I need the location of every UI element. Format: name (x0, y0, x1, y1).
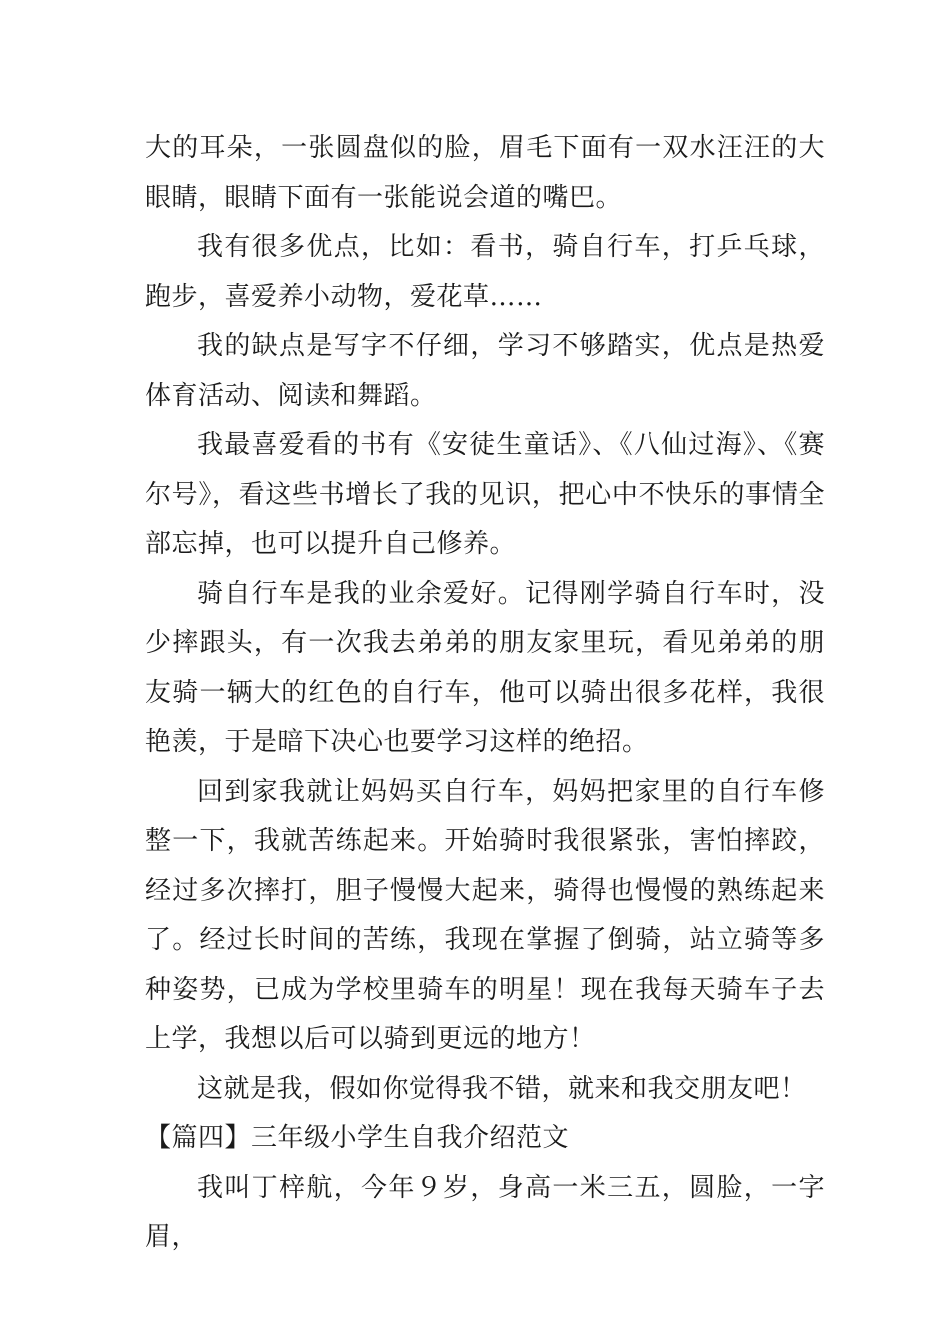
paragraph: 回到家我就让妈妈买自行车，妈妈把家里的自行车修整一下，我就苦练起来。开始骑时我很紧张，害怕摔跤，经过多次摔打，胆子慢慢大起来，骑得也慢慢的熟练起来了。经过长时间的苦练，我现在掌握了倒骑，站立骑等多种姿势，已成为学校里骑车的明星！现在我每天骑车子去上学，我想以后可以骑到更远的地方！ (145, 776, 825, 1054)
paragraph: 这就是我，假如你觉得我不错，就来和我交朋友吧！ (197, 1073, 807, 1104)
paragraph: 我有很多优点，比如：看书，骑自行车，打乒乓球，跑步，喜爱养小动物，爱花草…… (145, 232, 825, 312)
section-heading: 【篇四】三年级小学生自我介绍范文 (145, 1123, 570, 1153)
paragraph: 我的缺点是写字不仔细，学习不够踏实，优点是热爱体育活动、阅读和舞蹈。 (145, 331, 825, 411)
document-body (145, 124, 825, 1263)
paragraph: 我最喜爱看的书有《安徒生童话》、《八仙过海》、《赛尔号》，看这些书增长了我的见识，把心中不快乐的事情全部忘掉，也可以提升自己修养。 (145, 430, 825, 559)
paragraph: 我叫丁梓航，今年９岁，身高一米三五，圆脸，一字眉， (145, 1172, 825, 1252)
paragraph: 大的耳朵，一张圆盘似的脸，眉毛下面有一双水汪汪的大眼睛，眼睛下面有一张能说会道的嘴巴。 (145, 133, 825, 213)
paragraph: 骑自行车是我的业余爱好。记得刚学骑自行车时，没少摔跟头，有一次我去弟弟的朋友家里玩，看见弟弟的朋友骑一辆大的红色的自行车，他可以骑出很多花样，我很艳羡，于是暗下决心也要学习这样的绝招。 (145, 578, 825, 757)
